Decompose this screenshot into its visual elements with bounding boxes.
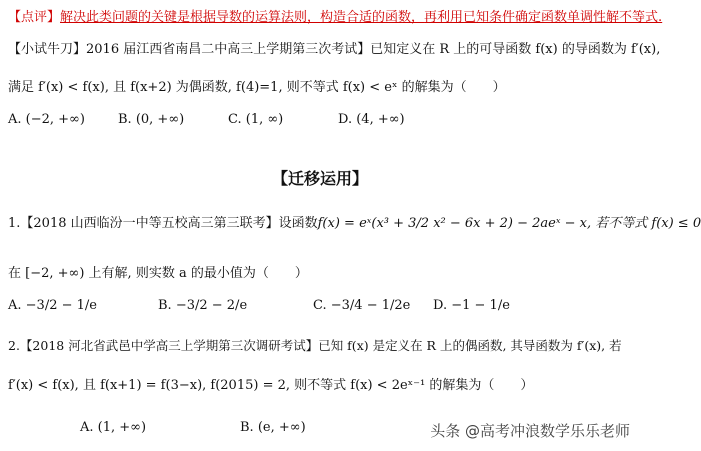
trial-source: 【小试牛刀】2016 届江西省南昌二中高三上学期第三次考试】 [8,42,371,57]
section-title: 【迁移运用】 [271,169,368,188]
q2-option-b: B. (e, +∞) [240,420,306,435]
trial-stem-1: 已知定义在 R 上的可导函数 f(x) 的导函数为 f′(x), [370,42,661,57]
watermark: 头条 @高考冲浪数学乐乐老师 [430,422,630,440]
trial-option-a: A. (−2, +∞) [8,112,85,127]
trial-line-1 [8,38,660,57]
comment-text-2: 构造合适的函数， [320,10,425,25]
comment-text-1: 解决此类问题的关键是根据导数的运算法则， [60,10,321,25]
q1-function: f(x) = eˣ(x³ + 3/2 x² − 6x + 2) − 2aeˣ − x, 若不等式 f(x) ≤ 0 [317,216,701,231]
trial-option-b: B. (0, +∞) [118,112,185,127]
q1-option-b: B. −3/2 − 2/e [158,298,248,313]
comment-line [8,6,662,25]
trial-option-c: C. (1, ∞) [228,112,284,127]
q1-line-1 [8,212,701,231]
trial-option-d: D. (4, +∞) [338,112,405,127]
q1-option-a: A. −3/2 − 1/e [8,298,97,313]
trial-line-2: 满足 f′(x) < f(x), 且 f(x+2) 为偶函数, f(4)=1, 则不等式 f(x) < eˣ 的解集为（ ） [8,80,506,95]
q2-line-1: 2.【2018 河北省武邑中学高三上学期第三次调研考试】已知 f(x) 是定义在 R 上的偶函数, 其导函数为 f′(x), 若 [8,338,622,353]
q2-line-2: f′(x) < f(x), 且 f(x+1) = f(3−x), f(2015) = 2, 则不等式 f(x) < 2eˣ⁻¹ 的解集为（ ） [8,378,534,393]
q1-line-2: 在 [−2, +∞) 上有解, 则实数 a 的最小值为（ ） [8,266,308,281]
q2-option-a: A. (1, +∞) [80,420,147,435]
q1-prefix: 1.【2018 山西临汾一中等五校高三第三联考】设函数 [8,216,318,231]
q1-option-c: C. −3/4 − 1/2e [313,298,411,313]
comment-tag: 【点评】 [8,10,61,25]
comment-text-3: 再利用已知条件确定函数单调性解不等式. [424,10,663,25]
q1-option-d: D. −1 − 1/e [433,298,510,313]
